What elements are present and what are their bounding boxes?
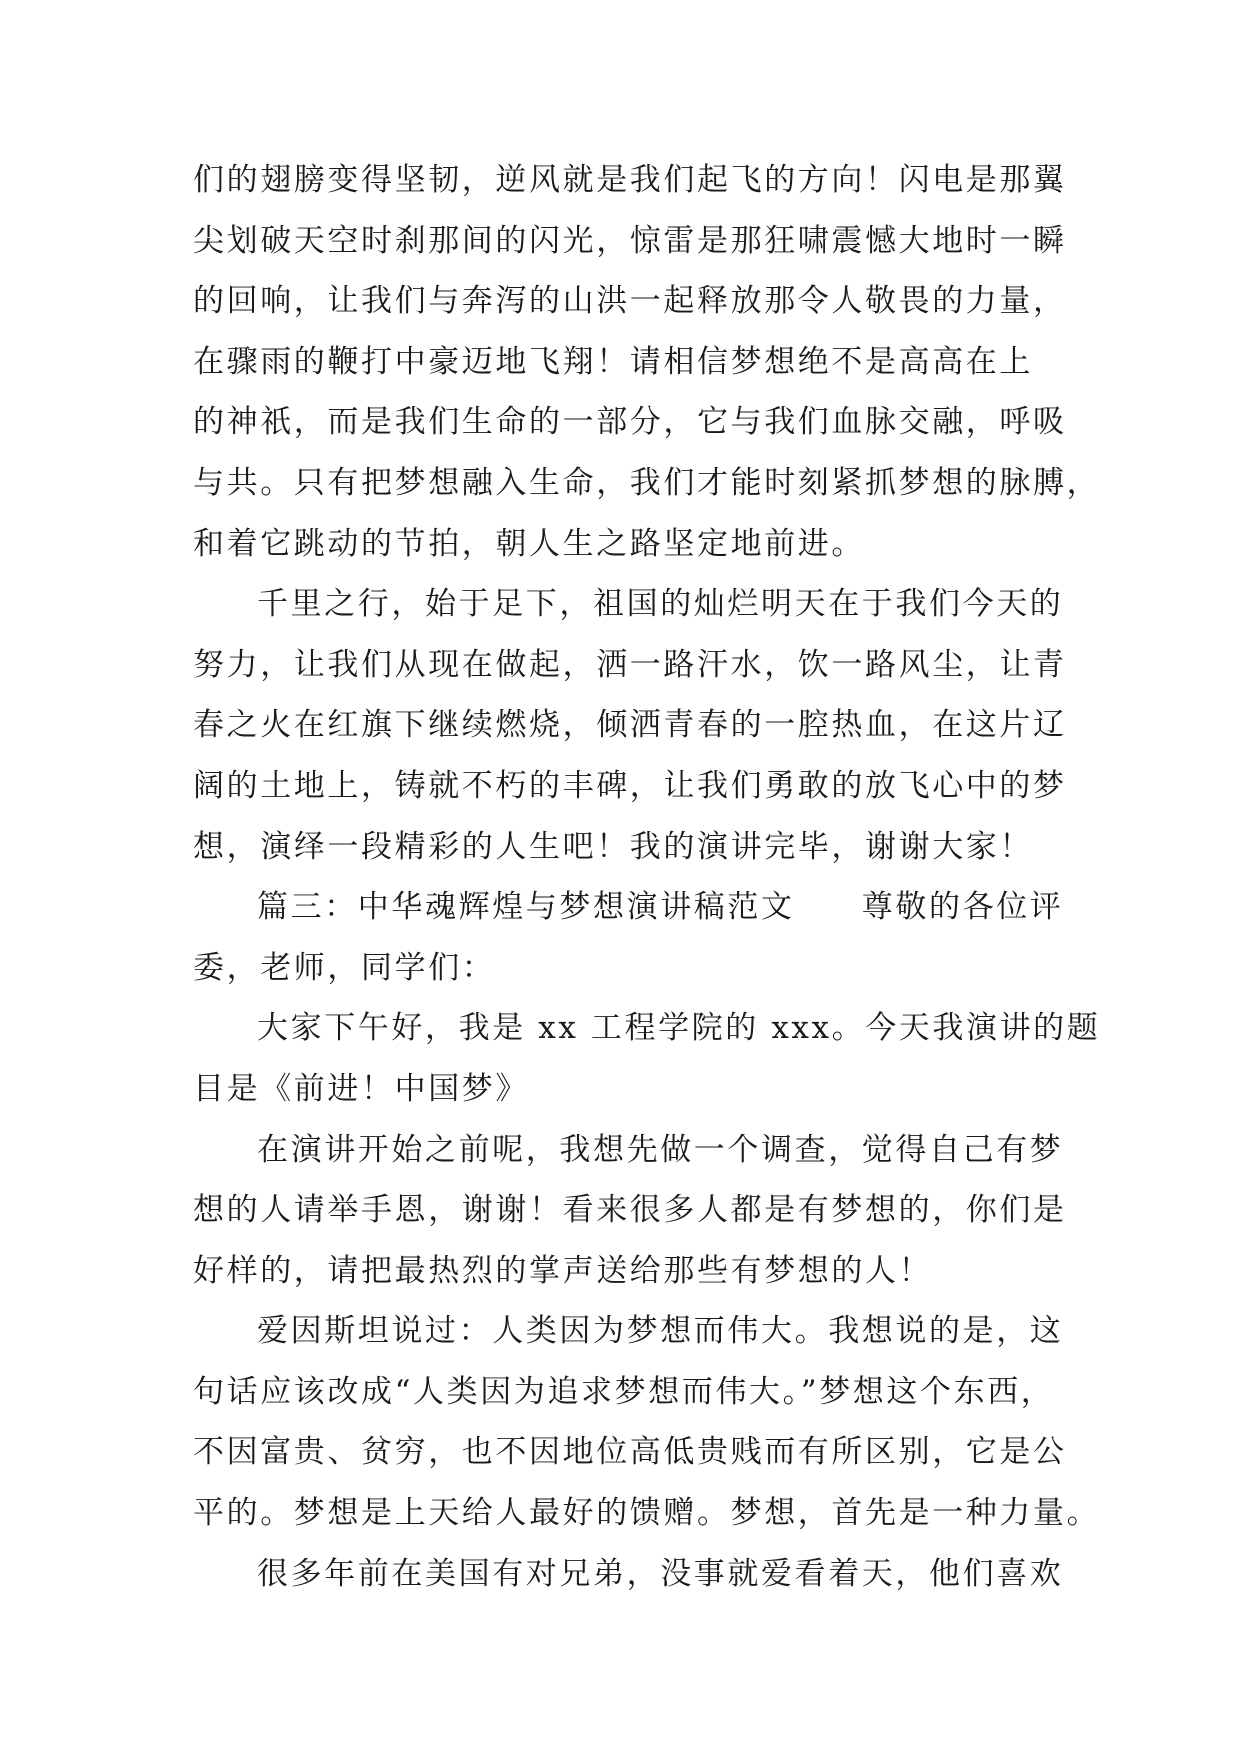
text-line: 想的人请举手恩，谢谢！看来很多人都是有梦想的，你们是 <box>193 1192 1067 1229</box>
text-line: 在骤雨的鞭打中豪迈地飞翔！请相信梦想绝不是高高在上 <box>193 343 1033 380</box>
section-heading-line: 篇三：中华魂辉煌与梦想演讲稿范文 尊敬的各位评 <box>257 889 1064 926</box>
text-line: 平的。梦想是上天给人最好的馈赠。梦想，首先是一种力量。 <box>193 1495 1101 1532</box>
text-line: 想，演绎一段精彩的人生吧！我的演讲完毕，谢谢大家！ <box>193 828 1033 865</box>
paragraph-start-line: 千里之行，始于足下，祖国的灿烂明天在于我们今天的 <box>257 586 1064 623</box>
text-line: 的回响，让我们与奔泻的山洪一起释放那令人敬畏的力量， <box>193 283 1067 320</box>
text-line: 委，老师，同学们： <box>193 949 496 986</box>
text-line: 和着它跳动的节拍，朝人生之路坚定地前进。 <box>193 525 865 562</box>
text-line: 目是《前进！中国梦》 <box>193 1070 529 1107</box>
paragraph-start-line: 大家下午好，我是 xx 工程学院的 xxx。今天我演讲的题 <box>257 1010 1101 1047</box>
document-body <box>193 150 1101 1604</box>
text-line: 与共。只有把梦想融入生命，我们才能时刻紧抓梦想的脉膊， <box>193 464 1101 501</box>
text-line: 阔的土地上，铸就不朽的丰碑，让我们勇敢的放飞心中的梦 <box>193 767 1067 804</box>
text-line: 尖划破天空时刹那间的闪光，惊雷是那狂啸震憾大地时一瞬 <box>193 222 1067 259</box>
text-line: 努力，让我们从现在做起，洒一路汗水，饮一路风尘，让青 <box>193 646 1067 683</box>
text-line: 春之火在红旗下继续燃烧，倾洒青春的一腔热血，在这片辽 <box>193 707 1067 744</box>
paragraph-start-line: 爱因斯坦说过：人类因为梦想而伟大。我想说的是，这 <box>257 1313 1064 1350</box>
text-line: 不因富贵、贫穷，也不因地位高低贵贱而有所区别，它是公 <box>193 1434 1067 1471</box>
text-line: 句话应该改成“人类因为追求梦想而伟大。”梦想这个东西， <box>193 1373 1055 1410</box>
text-line: 的神祇，而是我们生命的一部分，它与我们血脉交融，呼吸 <box>193 404 1067 441</box>
paragraph-start-line: 在演讲开始之前呢，我想先做一个调查，觉得自己有梦 <box>257 1131 1064 1168</box>
text-line: 们的翅膀变得坚韧，逆风就是我们起飞的方向！闪电是那翼 <box>193 162 1067 198</box>
paragraph-start-line: 很多年前在美国有对兄弟，没事就爱看着天，他们喜欢 <box>257 1555 1064 1592</box>
text-line: 好样的，请把最热烈的掌声送给那些有梦想的人！ <box>193 1252 933 1289</box>
